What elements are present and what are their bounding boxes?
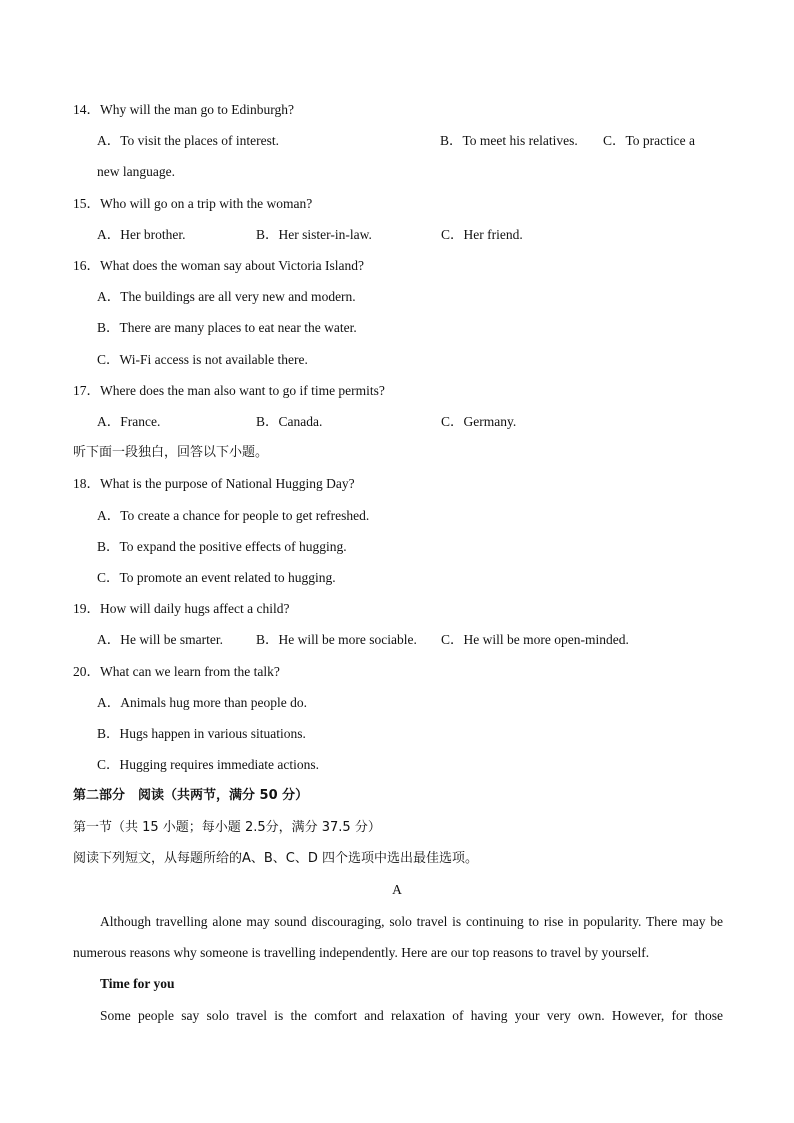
question-number: 18． [73, 476, 100, 491]
monologue-instruction: 听下面一段独白，回答以下小题。 [73, 445, 269, 460]
option-20b: B．Hugs happen in various situations. [97, 726, 306, 741]
option-16b: B．There are many places to eat near the water. [97, 320, 357, 335]
section1-heading: 第一节（共 15 小题；每小题 2.5分，满分 37.5 分） [73, 820, 381, 835]
option-14b: B．To meet his relatives. [440, 133, 578, 148]
question-text: Where does the man also want to go if time permits? [100, 383, 385, 398]
option-17c: C．Germany. [441, 414, 517, 429]
question-14 [73, 101, 294, 119]
option-19c: C．He will be more open-minded. [441, 632, 629, 647]
option-19b: B．He will be more sociable. [256, 632, 417, 647]
passage-subheading: Time for you [100, 976, 175, 991]
question-text: Who will go on a trip with the woman? [100, 196, 313, 211]
question-number: 16． [73, 258, 100, 273]
question-number: 14． [73, 102, 100, 117]
question-text: Why will the man go to Edinburgh? [100, 102, 294, 117]
option-18c: C．To promote an event related to hugging. [97, 570, 336, 585]
question-20 [73, 663, 280, 681]
question-16 [73, 257, 364, 275]
option-20a: A．Animals hug more than people do. [97, 695, 307, 710]
question-number: 15． [73, 196, 100, 211]
option-15c: C．Her friend. [441, 227, 523, 242]
question-number: 20． [73, 664, 100, 679]
part2-heading: 第二部分 阅读（共两节，满分 50 分） [73, 788, 309, 803]
reading-instruction: 阅读下列短文，从每题所给的A、B、C、D 四个选项中选出最佳选项。 [73, 851, 479, 866]
question-text: What is the purpose of National Hugging Day? [100, 476, 355, 491]
passage-label: A [392, 882, 402, 897]
option-19a: A．He will be smarter. [97, 632, 223, 647]
passage-paragraph-1: Although travelling alone may sound discouraging, solo travel is continuing to rise in popularity. There may be numerous reasons why someone is travelling independently. Here are our top reasons to travel by yourself. [73, 914, 723, 960]
option-18a: A．To create a chance for people to get refreshed. [97, 508, 370, 523]
option-17b: B．Canada. [256, 414, 323, 429]
question-text: What does the woman say about Victoria Island? [100, 258, 364, 273]
option-20c: C．Hugging requires immediate actions. [97, 757, 319, 772]
option-15a: A．Her brother. [97, 227, 186, 242]
question-18 [73, 475, 355, 493]
question-number: 19． [73, 601, 100, 616]
question-text: How will daily hugs affect a child? [100, 601, 290, 616]
option-14a: A．To visit the places of interest. [97, 133, 280, 148]
option-16c: C．Wi-Fi access is not available there. [97, 352, 308, 367]
question-number: 17． [73, 383, 100, 398]
option-14c-continued: new language. [97, 164, 175, 179]
option-15b: B．Her sister-in-law. [256, 227, 372, 242]
question-17 [73, 382, 385, 400]
option-17a: A．France. [97, 414, 161, 429]
question-text: What can we learn from the talk? [100, 664, 280, 679]
option-16a: A．The buildings are all very new and modern. [97, 289, 356, 304]
option-18b: B．To expand the positive effects of hugging. [97, 539, 347, 554]
question-19 [73, 600, 289, 618]
question-15 [73, 195, 312, 213]
option-14c: C．To practice a [603, 133, 696, 148]
passage-paragraph-2: Some people say solo travel is the comfort and relaxation of having your very own. However, for those [100, 1008, 723, 1023]
